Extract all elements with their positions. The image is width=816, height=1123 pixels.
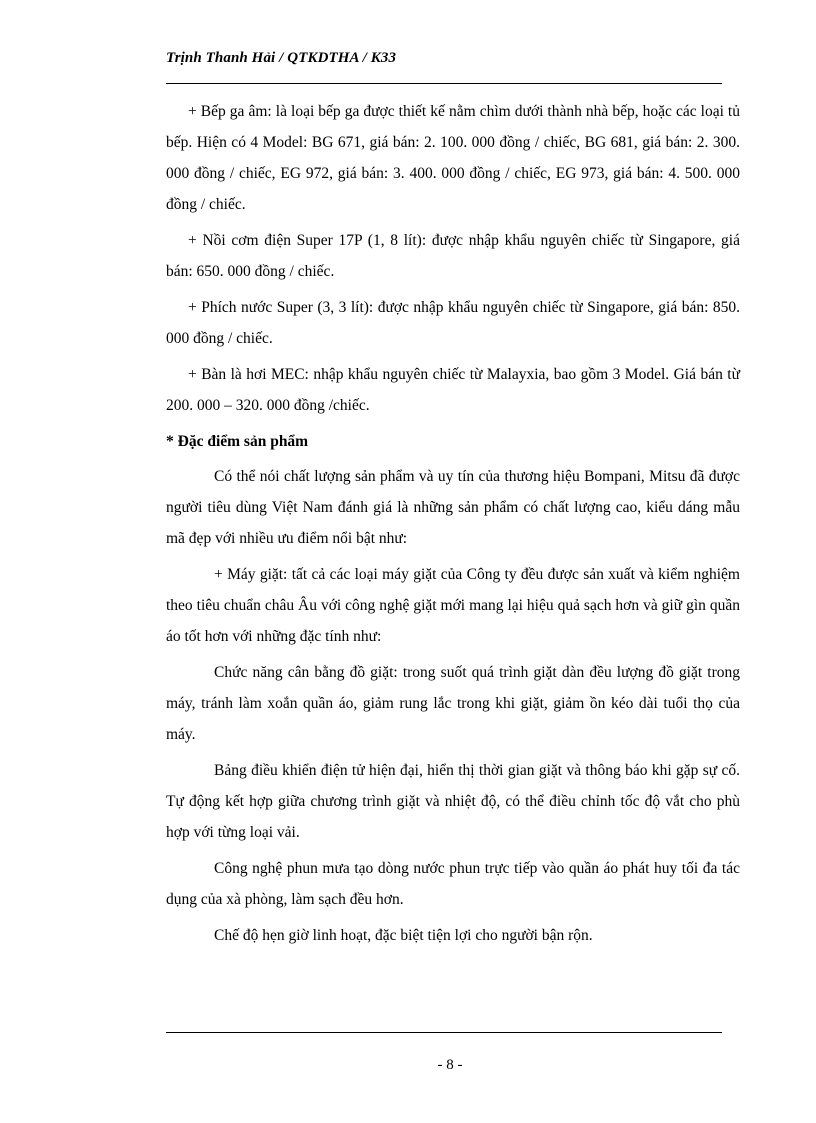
paragraph-steam-iron: + Bàn là hơi MEC: nhập khẩu nguyên chiếc từ Malayxia, bao gồm 3 Model. Giá bán từ 200. 000 – 320. 000 đồng /chiếc. (166, 366, 740, 414)
header-divider (166, 83, 722, 84)
paragraph-washing-machine: + Máy giặt: tất cả các loại máy giặt của Công ty đều được sản xuất và kiểm nghiệm theo tiêu chuẩn châu Âu với công nghệ giặt mới mang lại hiệu quả sạch hơn và giữ gìn quần áo tốt hơn với những đặc tính như: (166, 566, 740, 645)
footer-divider (166, 1032, 722, 1033)
paragraph-rice-cooker: + Nồi cơm điện Super 17P (1, 8 lít): được nhập khẩu nguyên chiếc từ Singapore, giá bán: 650. 000 đồng / chiếc. (166, 232, 740, 280)
document-body (166, 96, 740, 956)
paragraph-brand-quality: Có thể nói chất lượng sản phẩm và uy tín của thương hiệu Bompani, Mitsu đã được người tiêu dùng Việt Nam đánh giá là những sản phẩm có chất lượng cao, kiểu dáng mẫu mã đẹp với nhiều ưu điểm nổi bật như: (166, 468, 740, 547)
paragraph-built-in-gas-stove: + Bếp ga âm: là loại bếp ga được thiết kế nằm chìm dưới thành nhà bếp, hoặc các loại tủ bếp. Hiện có 4 Model: BG 671, giá bán: 2. 100. 000 đồng / chiếc, BG 681, giá bán: 2. 300. 000 đồng / chiếc, EG 972, giá bán: 3. 400. 000 đồng / chiếc, EG 973, giá bán: 4. 500. 000 đồng / chiếc. (166, 103, 740, 213)
header-title: Trịnh Thanh Hải / QTKDTHA / K33 (166, 50, 397, 66)
paragraph-thermos: + Phích nước Super (3, 3 lít): được nhập khẩu nguyên chiếc từ Singapore, giá bán: 850. 000 đồng / chiếc. (166, 299, 740, 347)
paragraph-control-panel: Bảng điều khiển điện tử hiện đại, hiển thị thời gian giặt và thông báo khi gặp sự cố. Tự động kết hợp giữa chương trình giặt và nhiệt độ, có thể điều chỉnh tốc độ vắt cho phù hợp với từng loại vải. (166, 762, 740, 841)
paragraph-balance-function: Chức năng cân bằng đồ giặt: trong suốt quá trình giặt dàn đều lượng đồ giặt trong máy, tránh làm xoắn quần áo, giảm rung lắc trong khi giặt, giảm ồn kéo dài tuổi thọ của máy. (166, 664, 740, 743)
page-number: - 8 - (437, 1057, 463, 1073)
paragraph-timer-mode: Chế độ hẹn giờ linh hoạt, đặc biệt tiện lợi cho người bận rộn. (214, 927, 593, 944)
section-heading-product-features: * Đặc điểm sản phẩm (166, 433, 309, 450)
paragraph-spray-technology: Công nghệ phun mưa tạo dòng nước phun trực tiếp vào quần áo phát huy tối đa tác dụng của xà phòng, làm sạch đều hơn. (166, 860, 740, 908)
